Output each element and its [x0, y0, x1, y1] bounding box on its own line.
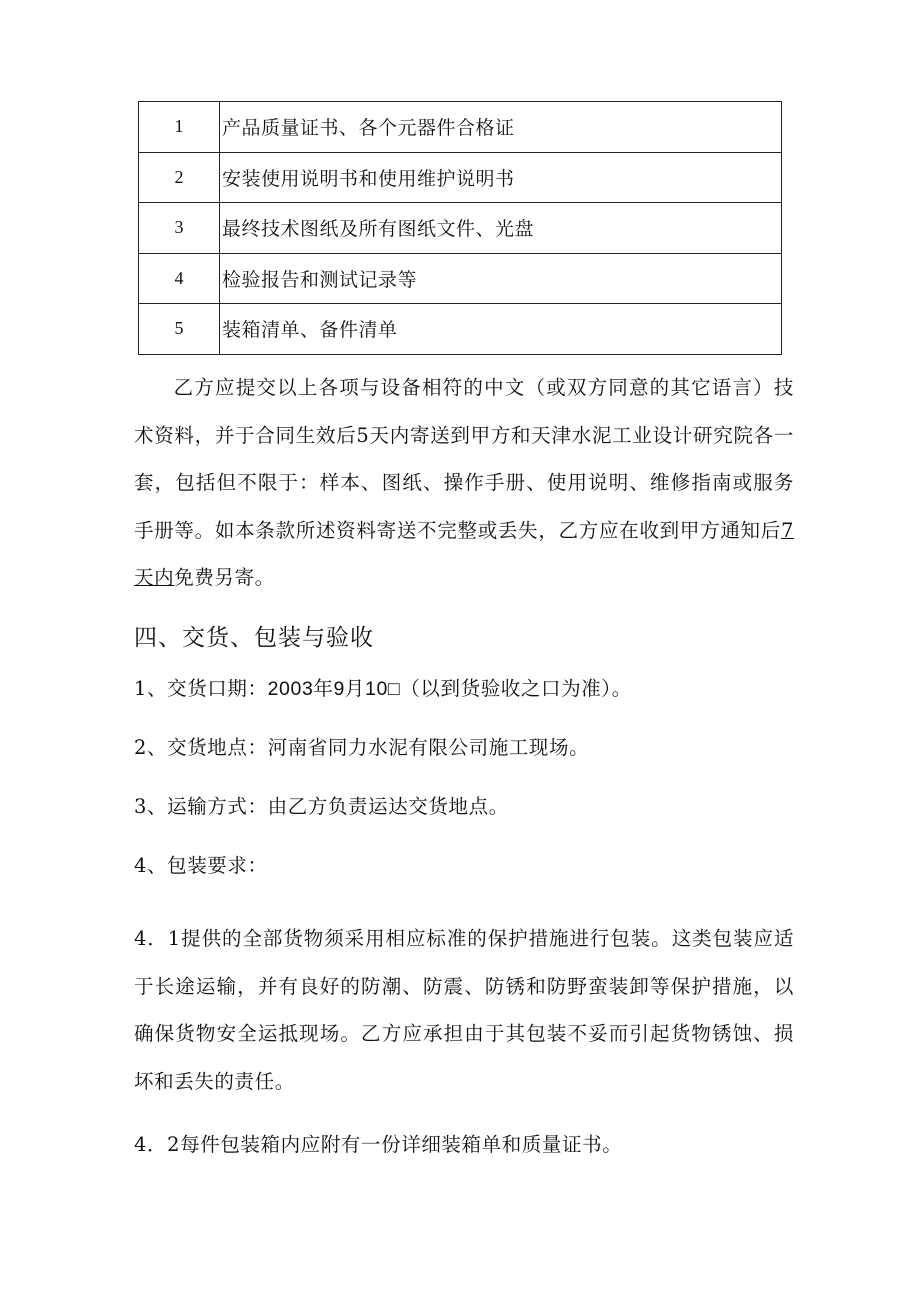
deadline-underlined: 7天内	[134, 518, 794, 589]
packaging-line	[134, 850, 268, 878]
item-label: 4、包装要求：	[134, 854, 268, 877]
documents-table	[138, 101, 782, 355]
item-value: 河南省同力水泥有限公司施工现场。	[267, 736, 590, 759]
row-number: 2	[139, 152, 220, 203]
row-description: 最终技术图纸及所有图纸文件、光盘	[220, 203, 782, 254]
row-description: 安装使用说明书和使用维护说明书	[220, 152, 782, 203]
item-value: 2003年9月10□（以到货验收之口为准）。	[267, 678, 632, 700]
packaging-clause-2: 4．2每件包装箱内应附有一份详细装箱单和质量证书。	[134, 1133, 623, 1156]
table-row	[139, 203, 782, 254]
delivery-place-line	[134, 732, 589, 760]
item-label: 2、交货地点：	[134, 736, 268, 759]
row-description: 产品质量证书、各个元器件合格证	[220, 102, 782, 153]
technical-documents-paragraph	[134, 364, 794, 602]
row-number: 1	[139, 102, 220, 153]
section-heading: 四、交货、包装与验收	[134, 625, 374, 651]
row-number: 5	[139, 304, 220, 355]
delivery-date-line	[134, 673, 632, 701]
row-description: 检验报告和测试记录等	[220, 253, 782, 304]
table-row	[139, 253, 782, 304]
packaging-clause-1: 4．1提供的全部货物须采用相应标准的保护措施进行包装。这类包装应适于长途运输，并有良好的防潮、防震、防锈和防野蛮装卸等保护措施，以确保货物安全运抵现场。乙方应承担由于其包装不妥而引起货物锈蚀、损坏和丢失的责任。	[134, 927, 794, 1093]
row-description: 装箱清单、备件清单	[220, 304, 782, 355]
table-row	[139, 304, 782, 355]
transport-line	[134, 791, 509, 819]
item-label: 1、交货口期：	[134, 677, 268, 700]
table-row	[139, 102, 782, 153]
paragraph-ending: 免费另寄。	[174, 566, 275, 589]
row-number: 4	[139, 253, 220, 304]
item-label: 3、运输方式：	[134, 795, 268, 818]
row-number: 3	[139, 203, 220, 254]
paragraph-text: 乙方应提交以上各项与设备相符的中文（或双方同意的其它语言）技术资料，并于合同生效后5天内寄送到甲方和天津水泥工业设计研究院各一套，包括但不限于：样本、图纸、操作手册、使用说明、维修指南或服务手册等。如本条款所述资料寄送不完整或丢失，乙方应在收到甲方通知后	[134, 376, 794, 542]
item-value: 由乙方负责运达交货地点。	[267, 795, 509, 818]
table-row	[139, 152, 782, 203]
